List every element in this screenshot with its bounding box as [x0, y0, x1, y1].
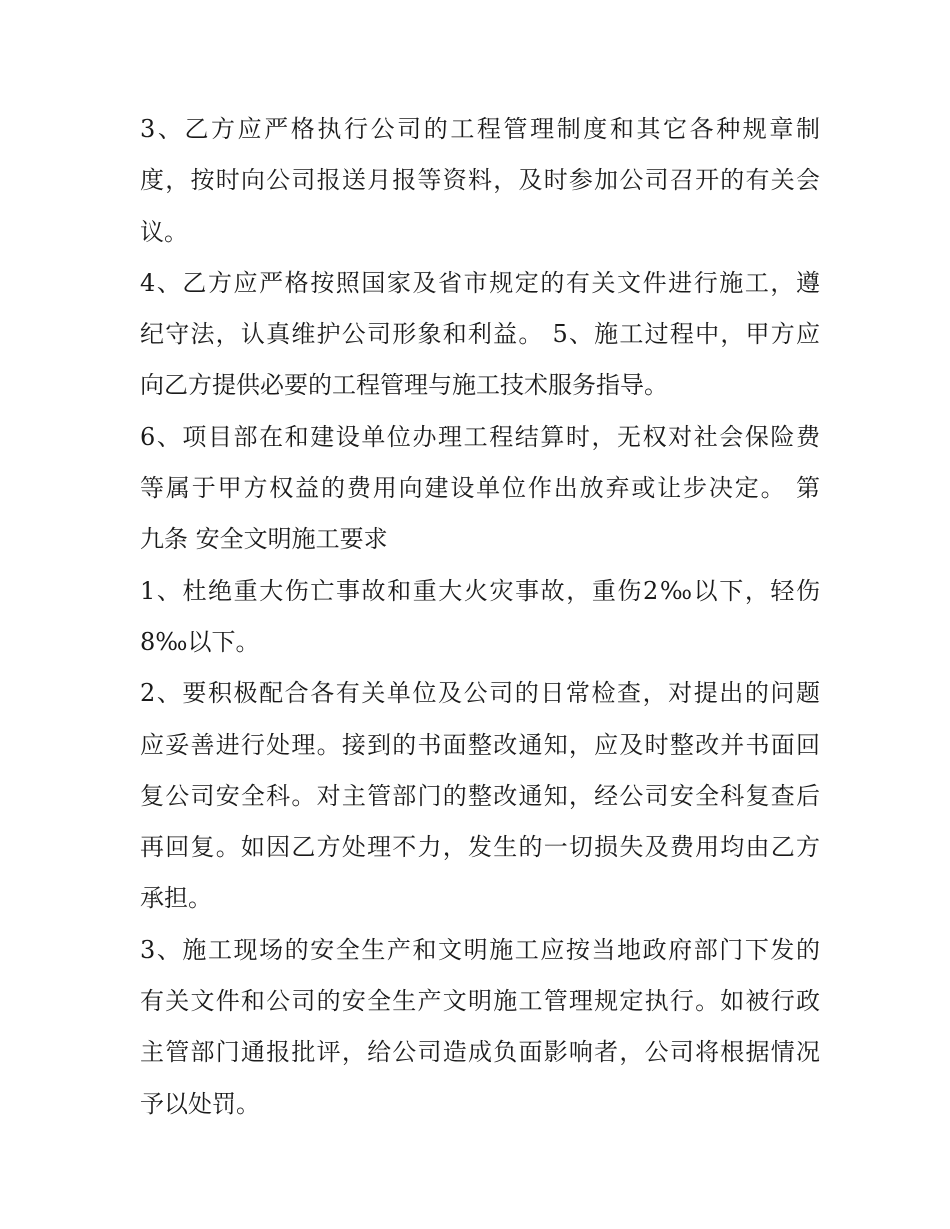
section-heading-line: 九条 安全文明施工要求: [140, 525, 388, 554]
text-line: 议。: [140, 217, 188, 246]
text-line: 等属于甲方权益的费用向建设单位作出放弃或让步决定。 第: [140, 474, 820, 503]
text-line: 有关文件和公司的安全生产文明施工管理规定执行。如被行政: [140, 987, 820, 1016]
text-line: 3、乙方应严格执行公司的工程管理制度和其它各种规章制: [140, 115, 820, 143]
text-line: 8‰以下。: [140, 627, 260, 656]
text-line: 3、施工现场的安全生产和文明施工应按当地政府部门下发的: [140, 935, 820, 964]
text-line: 主管部门通报批评，给公司造成负面影响者，公司将根据情况: [140, 1038, 820, 1067]
text-line: 2、要积极配合各有关单位及公司的日常检查，对提出的问题: [140, 679, 820, 708]
text-line: 复公司安全科。对主管部门的整改通知，经公司安全科复查后: [140, 781, 820, 810]
text-line: 1、杜绝重大伤亡事故和重大火灾事故，重伤2‰以下，轻伤: [140, 576, 820, 605]
text-line: 纪守法，认真维护公司形象和利益。 5、施工过程中，甲方应: [140, 320, 820, 349]
text-line: 6、项目部在和建设单位办理工程结算时，无权对社会保险费: [140, 422, 820, 451]
document-body: [140, 104, 820, 1130]
text-line: 4、乙方应严格按照国家及省市规定的有关文件进行施工，遵: [140, 268, 820, 297]
text-line: 予以处罚。: [140, 1089, 260, 1118]
text-line: 应妥善进行处理。接到的书面整改通知，应及时整改并书面回: [140, 730, 820, 759]
text-line: 再回复。如因乙方处理不力，发生的一切损失及费用均由乙方: [140, 833, 820, 862]
text-line: 承担。: [140, 884, 212, 913]
text-line: 向乙方提供必要的工程管理与施工技术服务指导。: [140, 371, 668, 400]
text-line: 度，按时向公司报送月报等资料，及时参加公司召开的有关会: [140, 166, 820, 195]
